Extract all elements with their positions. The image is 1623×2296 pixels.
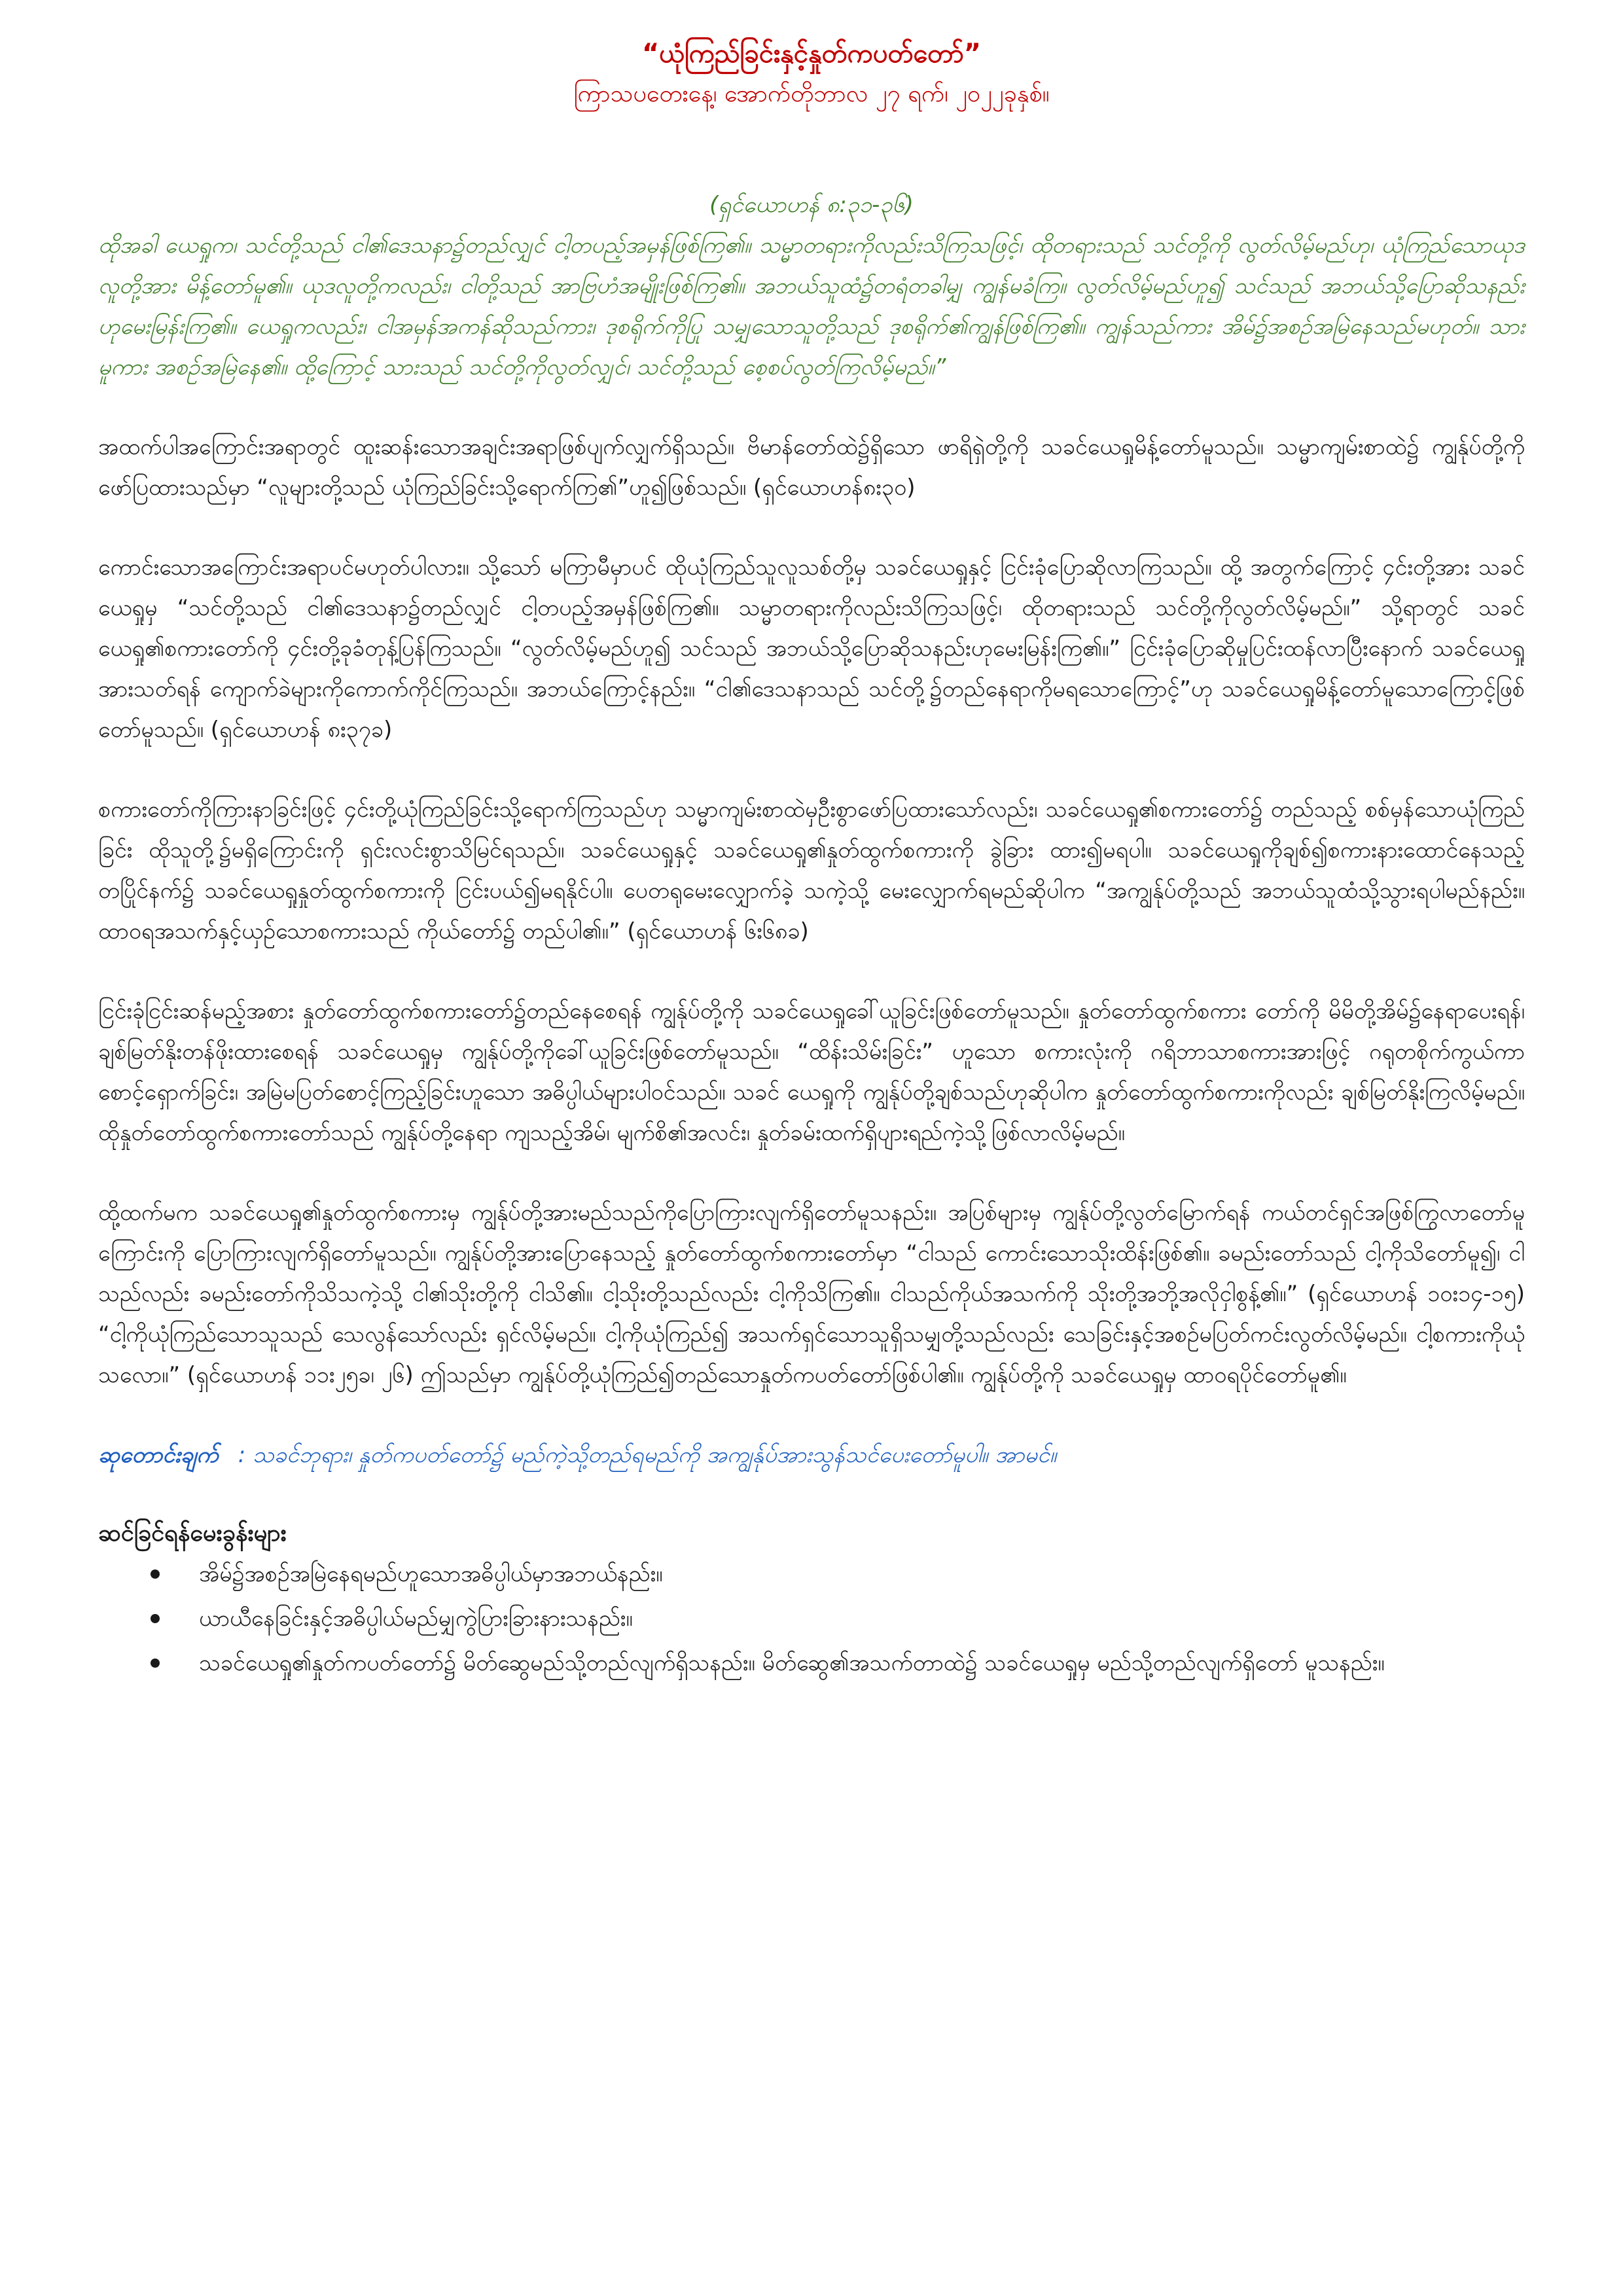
- list-item: [151, 1643, 1525, 1683]
- scripture-text: ထိုအခါ ယေရှုက၊ သင်တို့သည် ငါ၏ဒေသနာ၌တည်လျှင် ငါ့တပည့်အမှန်ဖြစ်ကြ၏။ သမ္မာတရားကိုလည်းသိကြသဖြင့်၊ ထိုတရားသည် သင်တို့ကို လွတ်လိမ့်မည်ဟု၊ ယုံကြည်သောယုဒလူတို့အား မိန့်တော်မူ၏။ ယုဒလူတို့ကလည်း၊ ငါတို့သည် အာဗြဟံအမျိုးဖြစ်ကြ၏။ အဘယ်သူထံ၌တရံတခါမျှ ကျွန်မခံကြ။ လွတ်လိမ့်မည်ဟူ၍ သင်သည် အဘယ်သို့ပြောဆိုသနည်းဟုမေးမြန်းကြ၏။ ယေရှုကလည်း၊ ငါအမှန်အကန်ဆိုသည်ကား၊ ဒုစရိုက်ကိုပြု သမျှသောသူတို့သည် ဒုစရိုက်၏ကျွန်ဖြစ်ကြ၏။ ကျွန်သည်ကား အိမ်၌အစဉ်အမြဲနေသည်မဟုတ်။ သားမူကား အစဉ်အမြဲနေ၏။ ထို့ကြောင့် သားသည် သင်တို့ကိုလွတ်လျှင်၊ သင်တို့သည် စေ့စပ်လွတ်ကြလိမ့်မည်။”: [98, 232, 1525, 380]
- list-item: [151, 1598, 1525, 1639]
- body-paragraph-4: ငြင်းခုံငြင်းဆန်မည့်အစား နှုတ်တော်ထွက်စကားတော်၌တည်နေစေရန် ကျွန်ုပ်တို့ကို သခင်ယေရှုခေါ်ယူခြင်းဖြစ်တော်မူသည်။ နှုတ်တော်ထွက်စကား တော်ကို မိမိတို့အိမ်၌နေရာပေးရန်၊ ချစ်မြတ်နိုးတန်ဖိုးထားစေရန် သခင်ယေရှုမှ ကျွန်ုပ်တို့ကိုခေါ်ယူခြင်းဖြစ်တော်မူသည်။ “ထိန်းသိမ်းခြင်း” ဟူသော စကားလုံးကို ဂရိဘာသာစကားအားဖြင့် ဂရုတစိုက်ကွယ်ကာစောင့်ရှောက်ခြင်း၊ အမြဲမပြတ်စောင့်ကြည့်ခြင်းဟူသော အဓိပ္ပါယ်များပါဝင်သည်။ သခင် ယေရှုကို ကျွန်ုပ်တို့ချစ်သည်ဟုဆိုပါက နှုတ်တော်ထွက်စကားကိုလည်း ချစ်မြတ်နိုးကြလိမ့်မည်။ ထိုနှုတ်တော်ထွက်စကားတော်သည် ကျွန်ုပ်တို့နေရာ ကျသည့်အိမ်၊ မျက်စိ၏အလင်း၊ နှုတ်ခမ်းထက်ရှိပျားရည်ကဲ့သို့ဖြစ်လာလိမ့်မည်။: [98, 998, 1525, 1146]
- prayer: [98, 1435, 1525, 1475]
- question-text: ယာယီနေခြင်းနှင့်အဓိပ္ပါယ်မည်မျှကွဲပြားခြားနားသနည်း။: [199, 1605, 633, 1632]
- body-paragraph-1: အထက်ပါအကြောင်းအရာတွင် ထူးဆန်းသောအချင်းအရာဖြစ်ပျက်လျှက်ရှိသည်။ ဗိမာန်တော်ထဲ၌ရှိသော ဖာရိရှဲတို့ကို သခင်ယေရှုမိန့်တော်မူသည်။ သမ္မာကျမ်းစာထဲ၌ ကျွန်ုပ်တို့ကိုဖော်ပြထားသည်မှာ “လူများတို့သည် ယုံကြည်ခြင်းသို့ရောက်ကြ၏”ဟူ၍ဖြစ်သည်။ (ရှင်ယောဟန်၈း၃၀): [98, 434, 1525, 501]
- bullet-icon: [151, 1659, 160, 1668]
- questions-heading: ဆင်ခြင်ရန်မေးခွန်းများ: [98, 1520, 287, 1547]
- question-text: အိမ်၌အစဉ်အမြဲနေရမည်ဟူသောအဓိပ္ပါယ်မှာအဘယ်နည်း။: [199, 1561, 663, 1587]
- scripture-reference: (ရှင်ယောဟန် ၈:၃၁-၃၆): [709, 192, 914, 218]
- question-text: သခင်ယေရှု၏နှုတ်ကပတ်တော်၌ မိတ်ဆွေမည်သို့တည်လျက်ရှိသနည်း။ မိတ်ဆွေ၏အသက်တာထဲ၌ သခင်ယေရှုမှ မည်သို့တည်လျက်ရှိတော် မူသနည်း။: [199, 1650, 1385, 1676]
- body-paragraph-3: စကားတော်ကိုကြားနာခြင်းဖြင့် ၄င်းတို့ယုံကြည်ခြင်းသို့ရောက်ကြသည်ဟု သမ္မာကျမ်းစာထဲမှဦးစွာဖော်ပြထားသော်လည်း၊ သခင်ယေရှု၏စကားတော်၌ တည်သည့် စစ်မှန်သောယုံကြည်ခြင်း ထိုသူတို့၌မရှိကြောင်းကို ရှင်းလင်းစွာသိမြင်ရသည်။ သခင်ယေရှုနှင့် သခင်ယေရှု၏နှုတ်ထွက်စကားကို ခွဲခြား ထား၍မရပါ။ သခင်ယေရှုကိုချစ်၍စကားနားထောင်နေသည့်တပြိုင်နက်၌ သခင်ယေရှုနှုတ်ထွက်စကားကို ငြင်းပယ်၍မရနိုင်ပါ။ ပေတရုမေးလျှောက်ခဲ့ သကဲ့သို့ မေးလျှောက်ရမည်ဆိုပါက “အကျွန်ုပ်တို့သည် အဘယ်သူထံသို့သွားရပါမည်နည်း။ ထာဝရအသက်နှင့်ယှဉ်သောစကားသည် ကိုယ်တော်၌ တည်ပါ၏။” (ရှင်ယောဟန် ၆း၆၈ခ): [98, 797, 1525, 944]
- page-title: “ယုံကြည်ခြင်းနှင့်နှုတ်ကပတ်တော်”: [642, 39, 981, 69]
- bullet-icon: [151, 1570, 160, 1579]
- list-item: [151, 1554, 1525, 1594]
- page-date: ကြာသပတေးနေ့၊ အောက်တိုဘာလ ၂၇ ရက်၊ ၂၀၂၂ခုနှစ်။: [573, 81, 1050, 107]
- questions-list: [98, 1554, 1525, 1683]
- body-paragraph-2: ကောင်းသောအကြောင်းအရာပင်မဟုတ်ပါလား။ သို့သော် မကြာမီမှာပင် ထိုယုံကြည်သူလူသစ်တို့မှ သခင်ယေရှုနှင့် ငြင်းခုံပြောဆိုလာကြသည်။ ထို့ အတွက်ကြောင့် ၄င်းတို့အား သခင်ယေရှုမှ “သင်တို့သည် ငါ၏ဒေသနာ၌တည်လျှင် ငါ့တပည့်အမှန်ဖြစ်ကြ၏။ သမ္မာတရားကိုလည်းသိကြသဖြင့်၊ ထိုတရားသည် သင်တို့ကိုလွတ်လိမ့်မည်။” သို့ရာတွင် သခင်ယေရှု၏စကားတော်ကို ၄င်းတို့ခုခံတုန့်ပြန်ကြသည်။ “လွတ်လိမ့်မည်ဟူ၍ သင်သည် အဘယ်သို့ပြောဆိုသနည်းဟုမေးမြန်းကြ၏။” ငြင်းခုံပြောဆိုမှုပြင်းထန်လာပြီးနောက် သခင်ယေရှုအားသတ်ရန် ကျောက်ခဲများကိုကောက်ကိုင်ကြသည်။ အဘယ်ကြောင့်နည်း။ “ငါ၏ဒေသနာသည် သင်တို့၌တည်နေရာကိုမရသောကြောင့်”ဟု သခင်ယေရှုမိန့်တော်မူသောကြောင့်ဖြစ်တော်မူသည်။ (ရှင်ယောဟန် ၈း၃၇ခ): [98, 554, 1525, 743]
- prayer-text: : သခင်ဘုရား၊ နှုတ်ကပတ်တော်၌ မည်ကဲ့သို့တည်ရမည်ကို အကျွန်ုပ်အားသွန်သင်ပေးတော်မူပါ။ အာမင်။: [238, 1442, 1057, 1468]
- body-paragraph-5: ထို့ထက်မက သခင်ယေရှု၏နှုတ်ထွက်စကားမှ ကျွန်ုပ်တို့အားမည်သည်ကိုပြောကြားလျက်ရှိတော်မူသနည်း။ အပြစ်များမှ ကျွန်ုပ်တို့လွတ်မြောက်ရန် ကယ်တင်ရှင်အဖြစ်ကြွလာတော်မူကြောင်းကို ပြောကြားလျက်ရှိတော်မူသည်။ ကျွန်ုပ်တို့အားပြောနေသည့် နှုတ်တော်ထွက်စကားတော်မှာ “ငါသည် ကောင်းသောသိုးထိန်းဖြစ်၏။ ခမည်းတော်သည် ငါ့ကိုသိတော်မူ၍၊ ငါသည်လည်း ခမည်းတော်ကိုသိသကဲ့သို့ ငါ၏သိုးတို့ကို ငါသိ၏။ ငါ့သိုးတို့သည်လည်း ငါ့ကိုသိကြ၏။ ငါသည်ကိုယ်အသက်ကို သိုးတို့အဘို့အလိုငှါစွန့်၏။” (ရှင်ယောဟန် ၁၀း၁၄-၁၅) “ငါ့ကိုယုံကြည်သောသူသည် သေလွန်သော်လည်း ရှင်လိမ့်မည်။ ငါ့ကိုယုံကြည်၍ အသက်ရှင်သောသူရှိသမျှတို့သည်လည်း သေခြင်းနှင့်အစဉ်မပြတ်ကင်းလွတ်လိမ့်မည်။ ငါ့စကားကိုယုံသလော။” (ရှင်ယောဟန် ၁၁း၂၅ခ၊ ၂၆) ဤသည်မှာ ကျွန်ုပ်တို့ယုံကြည်၍တည်သောနှုတ်ကပတ်တော်ဖြစ်ပါ၏။ ကျွန်ုပ်တို့ကို သခင်ယေရှုမှ ထာဝရပိုင်တော်မူ၏။: [98, 1200, 1525, 1388]
- prayer-label: ဆုတောင်းချက်: [98, 1442, 219, 1468]
- bullet-icon: [151, 1614, 160, 1623]
